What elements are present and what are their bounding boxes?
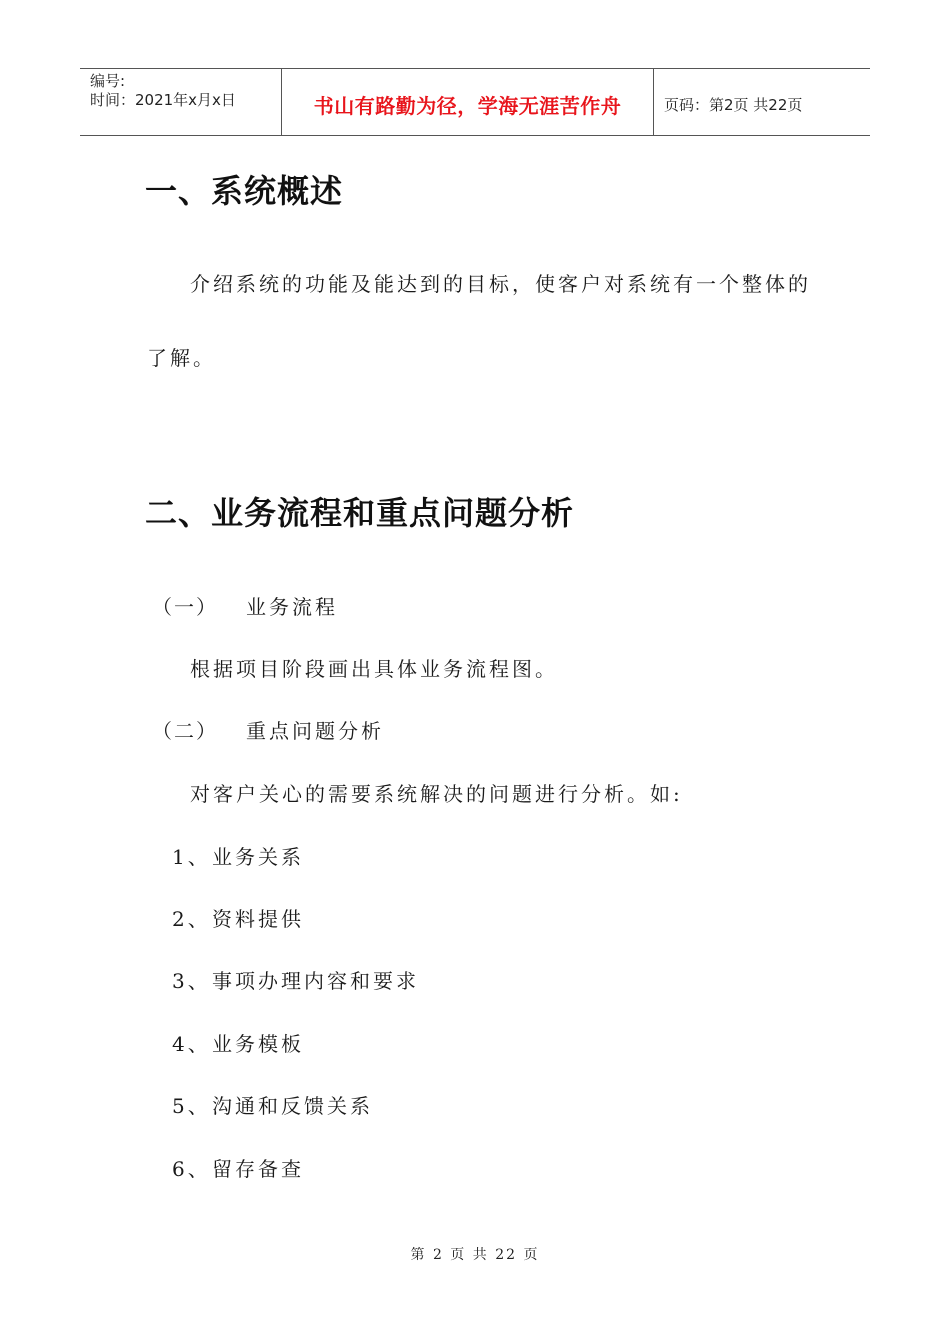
list-item-number: 3、 <box>172 969 211 993</box>
header-page-info: 页码：第2页 共22页 <box>664 95 803 114</box>
time-label: 时间：2021年x月x日 <box>90 91 236 109</box>
header-motto: 书山有路勤为径，学海无涯苦作舟 <box>282 69 654 135</box>
list-item-number: 1、 <box>172 845 211 869</box>
header-meta-cell <box>80 69 282 135</box>
page-footer: 第 2 页 共 22 页 <box>410 1247 540 1263</box>
list-item-label: 沟通和反馈关系 <box>212 1094 373 1118</box>
list-item-number: 6、 <box>172 1157 211 1181</box>
list-item-label: 留存备查 <box>212 1157 304 1181</box>
subsection-2-title: 重点问题分析 <box>246 719 384 743</box>
section-1-paragraph-line-2: 了解。 <box>147 346 216 370</box>
page-header <box>80 68 870 136</box>
list-item <box>172 1090 373 1119</box>
section-2-title: 二、业务流程和重点问题分析 <box>145 494 575 532</box>
list-item <box>172 1028 304 1057</box>
list-item-number: 5、 <box>172 1094 211 1118</box>
list-item <box>172 841 304 870</box>
list-item-label: 业务关系 <box>212 845 304 869</box>
number-label: 编号: <box>90 72 126 90</box>
list-item-number: 4、 <box>172 1032 211 1056</box>
list-item <box>172 1153 304 1182</box>
list-item-number: 2、 <box>172 907 211 931</box>
subsection-1-text: 根据项目阶段画出具体业务流程图。 <box>190 657 558 681</box>
subsection-1-number: （一） <box>152 595 218 619</box>
list-item-label: 事项办理内容和要求 <box>212 969 419 993</box>
section-1-paragraph-line-1: 介绍系统的功能及能达到的目标，使客户对系统有一个整体的 <box>190 272 811 296</box>
subsection-2-text: 对客户关心的需要系统解决的问题进行分析。如: <box>190 782 683 806</box>
list-item-label: 资料提供 <box>212 907 304 931</box>
subsection-2-number: （二） <box>152 719 218 743</box>
list-item-label: 业务模板 <box>212 1032 304 1056</box>
list-item <box>172 965 419 994</box>
section-1-title: 一、系统概述 <box>145 172 344 210</box>
list-item <box>172 903 304 932</box>
subsection-1-title: 业务流程 <box>246 595 338 619</box>
